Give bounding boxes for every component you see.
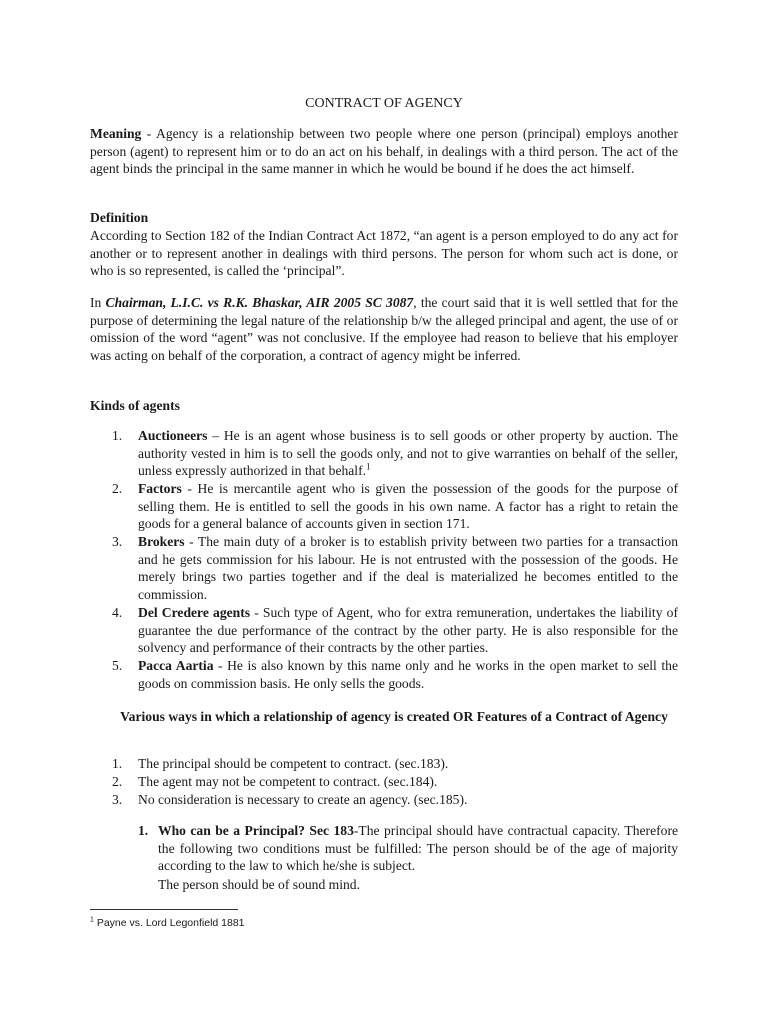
list-number: 1. xyxy=(112,756,123,771)
list-text xyxy=(158,822,678,875)
list-number: 1. xyxy=(138,823,149,838)
list-text xyxy=(138,480,678,533)
list-text xyxy=(138,427,678,480)
list-text xyxy=(138,533,678,603)
term-separator: – xyxy=(207,428,224,443)
agent-description: He is also known by this name only and he works in the open market to sell the goods on commission basis. He only sells the goods. xyxy=(138,658,678,691)
case-prefix: In xyxy=(90,295,106,310)
agent-term: Brokers xyxy=(138,534,185,549)
meaning-paragraph xyxy=(90,125,678,178)
case-paragraph xyxy=(90,294,678,364)
list-number: 3. xyxy=(112,534,123,549)
footnote xyxy=(90,916,245,930)
list-number: 4. xyxy=(112,605,123,620)
list-text: No consideration is necessary to create an agency. (sec.185). xyxy=(138,792,468,807)
agent-description: The main duty of a broker is to establish privity between two parties for a transaction and he gets commission for his labour. He is not entrusted with the possession of the goods. He merely brings two parties together and if the deal is materialized he becomes entitled to the commission. xyxy=(138,534,679,602)
term-separator: - xyxy=(213,658,228,673)
page-title: CONTRACT OF AGENCY xyxy=(305,96,463,111)
principal-term: Who can be a Principal? Sec 183 xyxy=(158,823,354,838)
list-text: The agent may not be competent to contract. (sec.184). xyxy=(138,774,438,789)
agent-term: Del Credere agents xyxy=(138,605,251,620)
principal-description: -The principal should have contractual capacity. Therefore the following two conditions must be fulfilled: The person should be of the age of majority according to the law to which he/she is subject. xyxy=(158,823,679,874)
agent-description: He is mercantile agent who is given the possession of the goods for the purpose of selling them. He is entitled to sell the goods in his own name. A factor has a right to retain the goods for a general balance of accounts given in section 171. xyxy=(138,481,679,532)
definition-heading: Definition xyxy=(90,210,149,225)
footnote-text: Payne vs. Lord Legonfield 1881 xyxy=(93,917,245,929)
term-separator: - xyxy=(181,481,198,496)
principal-line2: The person should be of sound mind. xyxy=(158,877,360,892)
footnote-ref: 1 xyxy=(366,461,371,472)
agent-term: Auctioneers xyxy=(138,428,208,443)
definition-text: According to Section 182 of the Indian Contract Act 1872, “an agent is a person employed to do any act for another or to represent another in dealings with third persons. The person for whom such act is done, or who is so represented, is called the ‘principal”. xyxy=(90,228,678,279)
list-number: 2. xyxy=(112,481,123,496)
agent-description: He is an agent whose business is to sell goods or other property by auction. The authority vested in him is to sell the goods only, and not to give warranties on behalf of the seller, unless expressly authorized in that behalf. xyxy=(138,428,678,479)
list-number: 1. xyxy=(112,428,123,443)
meaning-separator: - xyxy=(141,126,157,141)
case-citation: Chairman, L.I.C. vs R.K. Bhaskar, AIR 2005 SC 3087 xyxy=(105,295,414,310)
meaning-label: Meaning xyxy=(90,126,142,141)
list-number: 3. xyxy=(112,792,123,807)
list-number: 2. xyxy=(112,774,123,789)
ways-heading: Various ways in which a relationship of agency is created OR Features of a Contract of Agency xyxy=(120,709,668,724)
agent-term: Pacca Aartia xyxy=(138,658,214,673)
term-separator: - xyxy=(250,605,263,620)
kinds-heading: Kinds of agents xyxy=(90,398,180,413)
list-text xyxy=(138,657,678,692)
case-text: , the court said that it is well settled that for the purpose of determining the legal nature of the relationship b/w the alleged principal and agent, the use of or omission of the word “agent” was not conclusive. If the employee had reason to believe that his employer was acting on behalf of the corporation, a contract of agency might be inferred. xyxy=(90,295,678,363)
term-separator: - xyxy=(184,534,198,549)
list-number: 5. xyxy=(112,658,123,673)
footnote-marker: 1 xyxy=(90,916,94,924)
agent-term: Factors xyxy=(138,481,182,496)
agent-description: Such type of Agent, who for extra remuneration, undertakes the liability of guarantee the due performance of the contract by the other party. He is also responsible for the solvency and performance of their contracts by the other parties. xyxy=(138,605,678,656)
list-text xyxy=(138,604,678,657)
footnote-divider xyxy=(90,909,238,910)
list-text: The principal should be competent to contract. (sec.183). xyxy=(138,756,449,771)
meaning-text: Agency is a relationship between two people where one person (principal) employs another person (agent) to represent him or to do an act on his behalf, in dealings with a third person. The act of the agent binds the principal in the same manner in which he would be bound if he does the act himself. xyxy=(90,126,678,177)
